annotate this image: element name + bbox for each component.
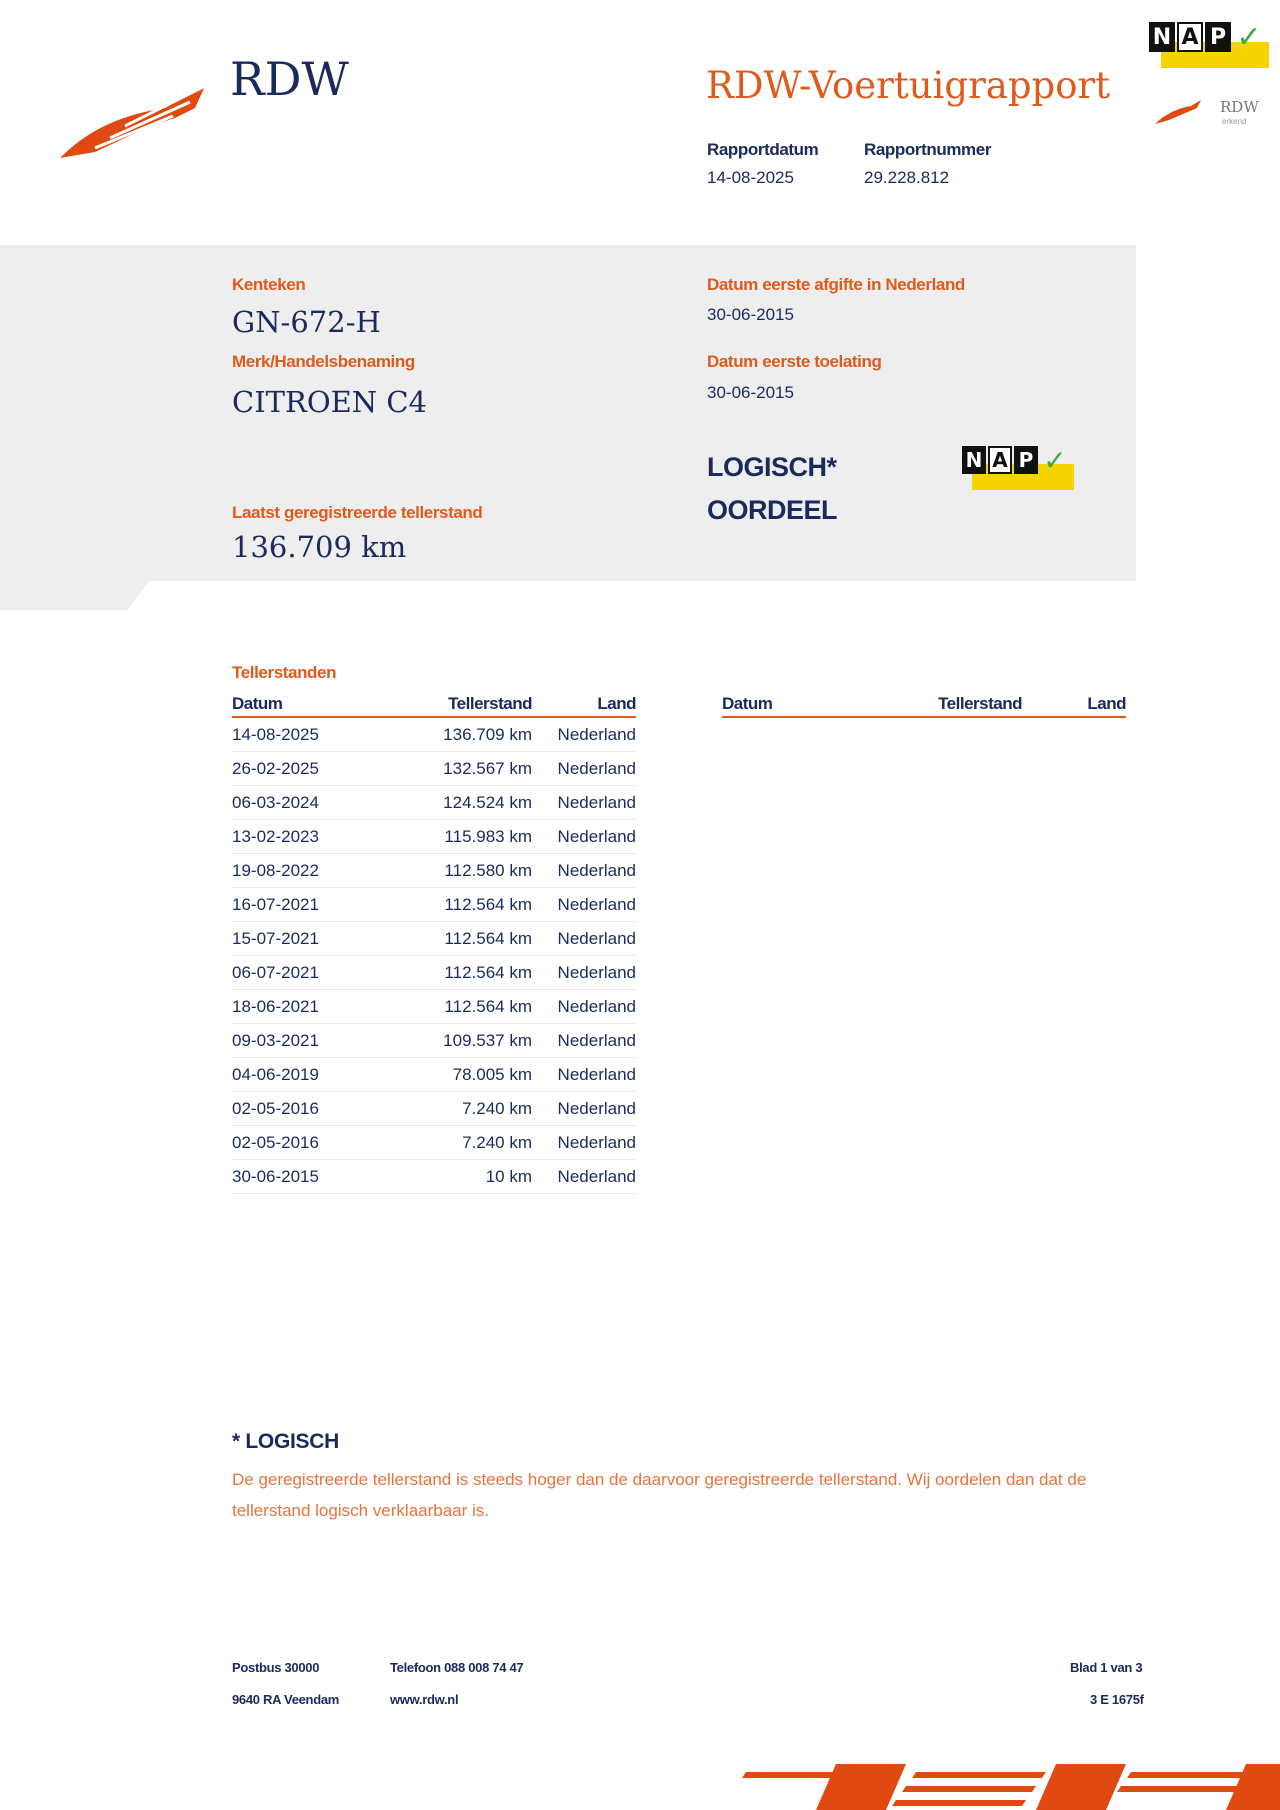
rapportnummer-value: 29.228.812	[864, 168, 950, 187]
nap-letter-p: P	[1205, 22, 1231, 52]
nap-letter-p: P	[1014, 446, 1038, 474]
note-title: * LOGISCH	[232, 1430, 339, 1453]
cell-datum: 04-06-2019	[232, 1064, 319, 1084]
table-row	[232, 990, 636, 1024]
cell-datum: 26-02-2025	[232, 758, 319, 778]
cell-tellerstand: 112.564 km	[444, 894, 532, 914]
cell-land: Nederland	[557, 1132, 636, 1152]
cell-datum: 18-06-2021	[232, 996, 319, 1016]
oordeel-line2: OORDEEL	[707, 495, 838, 525]
report-title: RDW-Voertuigrapport	[706, 64, 1111, 107]
table-row	[232, 1126, 636, 1160]
cell-land: Nederland	[557, 1064, 636, 1084]
cell-land: Nederland	[557, 962, 636, 982]
cell-tellerstand: 78.005 km	[452, 1064, 532, 1084]
cell-tellerstand: 115.983 km	[444, 826, 532, 846]
footer-address2: 9640 RA Veendam	[232, 1692, 340, 1707]
table-row	[232, 1058, 636, 1092]
footer-address1: Postbus 30000	[232, 1660, 320, 1675]
tellerstanden-title: Tellerstanden	[232, 663, 337, 682]
cell-land: Nederland	[557, 1098, 636, 1118]
cell-datum: 06-03-2024	[232, 792, 319, 812]
rdw-wing-logo	[55, 78, 210, 163]
cell-tellerstand: 109.537 km	[443, 1030, 532, 1050]
merk-label: Merk/Handelsbenaming	[232, 352, 415, 371]
nap-letter-n: N	[1149, 22, 1175, 52]
cell-tellerstand: 112.580 km	[444, 860, 532, 880]
cell-land: Nederland	[557, 1030, 636, 1050]
org-name: RDW	[230, 52, 349, 106]
cell-land: Nederland	[557, 758, 636, 778]
nap-logo-panel	[962, 446, 1074, 490]
merk-value: CITROEN C4	[232, 385, 427, 419]
col-datum: Datum	[232, 694, 283, 713]
kenteken-label: Kenteken	[232, 275, 306, 294]
cell-land: Nederland	[557, 724, 636, 744]
nap-logo	[1149, 22, 1269, 68]
oordeel-line1: LOGISCH*	[707, 452, 837, 482]
cell-datum: 19-08-2022	[232, 860, 319, 880]
vehicle-info-panel	[0, 245, 1136, 581]
cell-tellerstand: 7.240 km	[462, 1098, 532, 1118]
nap-letter-n: N	[962, 446, 986, 474]
col-datum: Datum	[722, 694, 773, 713]
cell-land: Nederland	[557, 826, 636, 846]
cell-tellerstand: 132.567 km	[443, 758, 532, 778]
cell-tellerstand: 10 km	[485, 1166, 532, 1186]
cell-datum: 02-05-2016	[232, 1098, 319, 1118]
kenteken-value: GN-672-H	[232, 305, 381, 339]
rdw-erkend-text: RDW	[1220, 98, 1259, 116]
panel-tail	[0, 580, 150, 610]
cell-land: Nederland	[557, 996, 636, 1016]
tellerstanden-table-right	[722, 684, 1126, 718]
col-land: Land	[1087, 694, 1126, 713]
cell-tellerstand: 112.564 km	[444, 962, 532, 982]
cell-tellerstand: 112.564 km	[444, 928, 532, 948]
cell-tellerstand: 124.524 km	[443, 792, 532, 812]
col-tellerstand: Tellerstand	[448, 694, 532, 713]
cell-land: Nederland	[557, 928, 636, 948]
check-icon: ✓	[1043, 444, 1067, 476]
nap-letter-a: A	[1177, 22, 1203, 52]
table-row	[232, 786, 636, 820]
cell-land: Nederland	[557, 860, 636, 880]
table-row	[232, 1024, 636, 1058]
cell-datum: 15-07-2021	[232, 928, 319, 948]
table-row	[232, 718, 636, 752]
footer-page: Blad 1 van 3	[1070, 1660, 1143, 1675]
footer-phone: Telefoon 088 008 74 47	[390, 1660, 524, 1675]
rapportdatum-value: 14-08-2025	[707, 168, 794, 187]
cell-datum: 14-08-2025	[232, 724, 319, 744]
cell-land: Nederland	[557, 1166, 636, 1186]
cell-land: Nederland	[557, 792, 636, 812]
table-header	[232, 684, 636, 718]
table-row	[232, 752, 636, 786]
cell-datum: 06-07-2021	[232, 962, 319, 982]
table-row	[232, 888, 636, 922]
table-row	[232, 1160, 636, 1194]
cell-tellerstand: 136.709 km	[443, 724, 532, 744]
col-tellerstand: Tellerstand	[938, 694, 1022, 713]
cell-tellerstand: 112.564 km	[444, 996, 532, 1016]
cell-tellerstand: 7.240 km	[462, 1132, 532, 1152]
rdw-erkend-wing-icon	[1153, 98, 1203, 126]
table-header	[722, 684, 1126, 718]
rdw-erkend-sub: erkend	[1222, 117, 1247, 126]
toelating-label: Datum eerste toelating	[707, 352, 882, 371]
table-row	[232, 956, 636, 990]
cell-datum: 13-02-2023	[232, 826, 319, 846]
nap-letter-a: A	[988, 446, 1012, 474]
table-row	[232, 922, 636, 956]
footer-code: 3 E 1675f	[1090, 1692, 1144, 1707]
footer-stripes	[736, 1758, 1280, 1810]
toelating-value: 30-06-2015	[707, 383, 794, 402]
tellerstand-value: 136.709 km	[232, 530, 407, 564]
table-row	[232, 854, 636, 888]
afgifte-label: Datum eerste afgifte in Nederland	[707, 275, 965, 294]
col-land: Land	[597, 694, 636, 713]
table-body	[232, 718, 636, 1194]
table-row	[232, 1092, 636, 1126]
check-icon: ✓	[1236, 20, 1262, 54]
cell-datum: 16-07-2021	[232, 894, 319, 914]
tellerstand-label: Laatst geregistreerde tellerstand	[232, 503, 483, 522]
cell-datum: 09-03-2021	[232, 1030, 319, 1050]
cell-datum: 02-05-2016	[232, 1132, 319, 1152]
cell-datum: 30-06-2015	[232, 1166, 319, 1186]
rapportnummer-label: Rapportnummer	[864, 140, 992, 159]
note-text: De geregistreerde tellerstand is steeds hoger dan de daarvoor geregistreerde tellerstand. Wij oordelen dan dat de tellerstand logisch verklaarbaar is.	[232, 1470, 1087, 1520]
cell-land: Nederland	[557, 894, 636, 914]
footer-web[interactable]: www.rdw.nl	[390, 1692, 459, 1707]
afgifte-value: 30-06-2015	[707, 305, 794, 324]
rapportdatum-label: Rapportdatum	[707, 140, 819, 159]
tellerstanden-table	[232, 684, 636, 1194]
table-row	[232, 820, 636, 854]
